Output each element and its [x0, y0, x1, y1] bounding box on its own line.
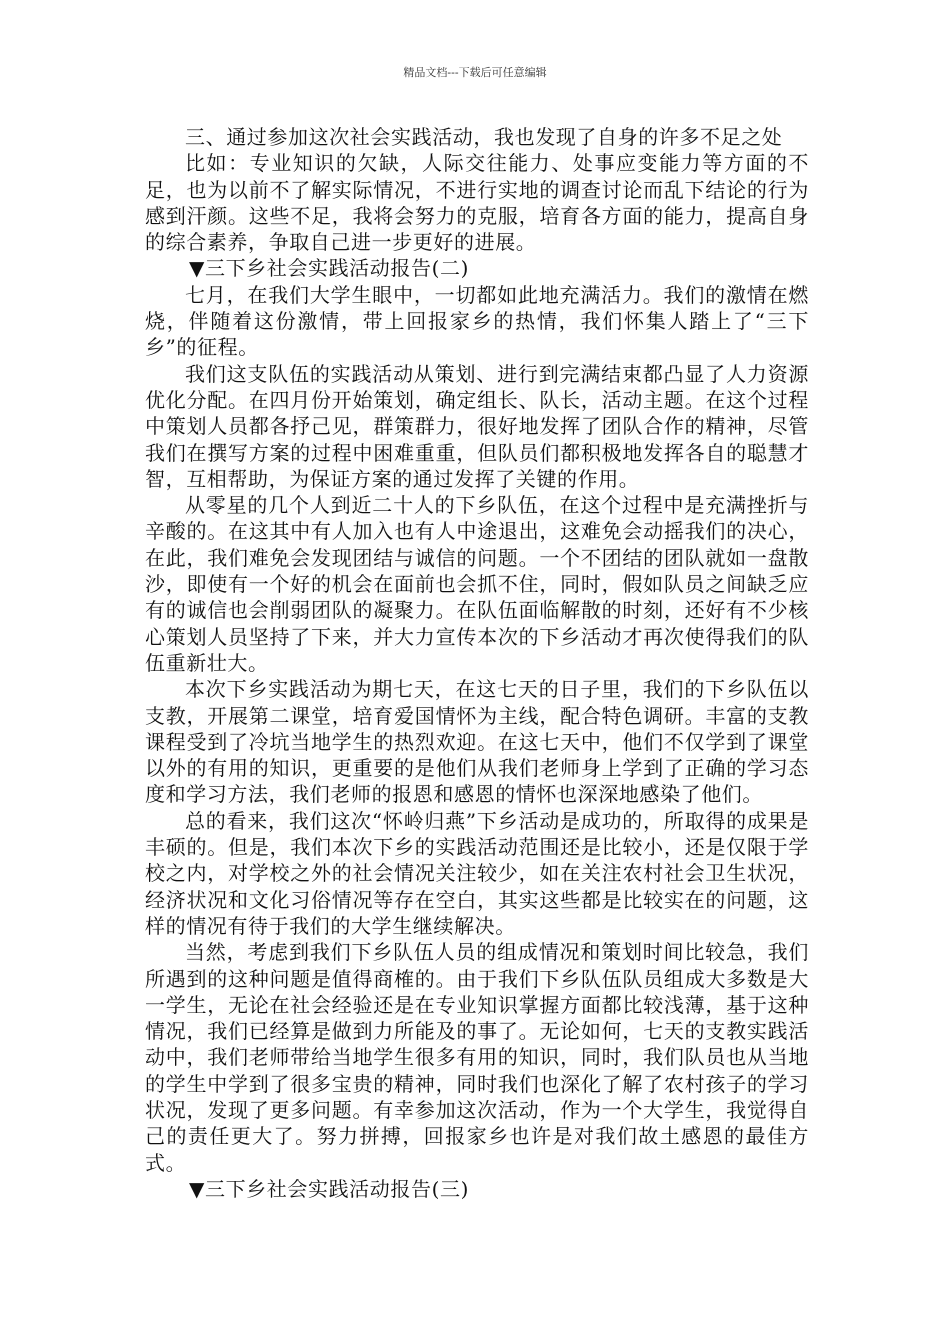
paragraph-team-planning: 我们这支队伍的实践活动从策划、进行到完满结束都凸显了人力资源优化分配。在四月份开始策划，确定组长、队长，活动主题。在这个过程中策划人员都各抒己见，群策群力，很好地发挥了团队合作的精神，尽管我们在撰写方案的过程中困难重重，但队员们都积极地发挥各自的聪慧才智，互相帮助，为保证方案的通过发挥了关键的作用。 — [145, 361, 809, 491]
section-heading-report-2: ▼三下乡社会实践活动报告(二) — [189, 256, 469, 281]
paragraph-reflection: 当然，考虑到我们下乡队伍人员的组成情况和策划时间比较急，我们所遇到的这种问题是值得商榷的。由于我们下乡队伍队员组成大多数是大一学生，无论在社会经验还是在专业知识掌握方面都比较浅薄，基于这种情况，我们已经算是做到力所能及的事了。无论如何，七天的支教实践活动中，我们老师带给当地学生很多有用的知识，同时，我们队员也从当地的学生中学到了很多宝贵的精神，同时我们也深化了解了农村孩子的学习状况，发现了更多问题。有幸参加这次活动，作为一个大学生，我觉得自己的责任更大了。努力拼搏，回报家乡也许是对我们故土感恩的最佳方式。 — [145, 940, 809, 1175]
paragraph-team-growth: 从零星的几个人到近二十人的下乡队伍，在这个过程中是充满挫折与辛酸的。在这其中有人加入也有人中途退出，这难免会动摇我们的决心，在此，我们难免会发现团结与诚信的问题。一个不团结的团队就如一盘散沙，即使有一个好的机会在面前也会抓不住，同时，假如队员之间缺乏应有的诚信也会削弱团队的凝聚力。在队伍面临解散的时刻，还好有不少核心策划人员坚持了下来，并大力宣传本次的下乡活动才再次使得我们的队伍重新壮大。 — [145, 493, 809, 675]
section-heading-report-3: ▼三下乡社会实践活动报告(三) — [189, 1176, 469, 1201]
document-body — [145, 124, 809, 1202]
paragraph-july: 七月，在我们大学生眼中，一切都如此地充满活力。我们的激情在燃烧，伴随着这份激情，带上回报家乡的热情，我们怀集人踏上了“三下乡”的征程。 — [145, 282, 809, 360]
paragraph-deficiencies-detail: 比如：专业知识的欠缺，人际交往能力、处事应变能力等方面的不足，也为以前不了解实际情况，不进行实地的调查讨论而乱下结论的行为感到汗颜。这些不足，我将会努力的克服，培育各方面的能力，提高自身的综合素养，争取自己进一步更好的进展。 — [145, 151, 809, 255]
paragraph-summary: 总的看来，我们这次“怀岭归燕”下乡活动是成功的，所取得的成果是丰硕的。但是，我们本次下乡的实践活动范围还是比较小，还是仅限于学校之内，对学校之外的社会情况关注较少，如在关注农村社会卫生状况，经济状况和文化习俗情况等存在空白，其实这些都是比较实在的问题，这样的情况有待于我们的大学生继续解决。 — [145, 808, 809, 938]
paragraph-seven-days: 本次下乡实践活动为期七天，在这七天的日子里，我们的下乡队伍以支教，开展第二课堂，培育爱国情怀为主线，配合特色调研。丰富的支教课程受到了冷坑当地学生的热烈欢迎。在这七天中，他们不仅学到了课堂以外的有用的知识，更重要的是他们从我们老师身上学到了正确的学习态度和学习方法，我们老师的报恩和感恩的情怀也深深地感染了他们。 — [145, 677, 809, 807]
page-header: 精品文档---下载后可任意编辑 — [403, 66, 547, 79]
paragraph-deficiencies-intro: 三、通过参加这次社会实践活动，我也发现了自身的许多不足之处 — [185, 125, 783, 149]
